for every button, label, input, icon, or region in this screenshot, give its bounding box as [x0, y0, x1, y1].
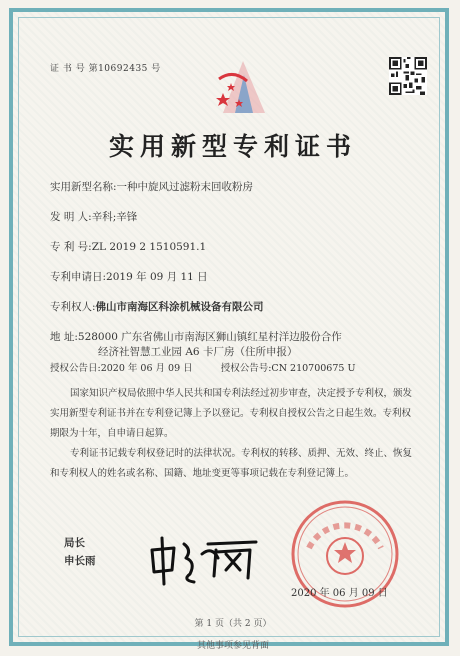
- field-label: 地 址:: [50, 331, 78, 343]
- page-info: 第 1 页（共 2 页）: [194, 619, 272, 629]
- director-name: 申长雨: [64, 555, 96, 567]
- field-label: 专 利 号:: [50, 241, 92, 253]
- field-address: [50, 329, 342, 344]
- director-signature: [146, 536, 266, 586]
- field-value: 一种中旋风过滤粉末回收粉房: [116, 181, 254, 193]
- legal-status-statement: [50, 444, 420, 484]
- field-patent-number: [50, 239, 206, 254]
- qr-code-icon: [389, 57, 427, 95]
- field-value: 佛山市南海区科涂机械设备有限公司: [95, 301, 264, 313]
- announce-date-label: 授权公告日:: [50, 363, 101, 374]
- seal-date: 2020 年 06 月 09 日: [291, 588, 388, 599]
- field-value: 辛科;辛锋: [91, 211, 138, 223]
- announce-number-label: 授权公告号:: [220, 363, 272, 374]
- address-line-1: 528000 广东省佛山市南海区狮山镇红星村洋边股份合作: [77, 331, 342, 343]
- address-line-2: 经济社智慧工业园 A6 卡厂房（住所申报）: [98, 346, 298, 358]
- field-patentee: [50, 299, 264, 314]
- notice-text: 其他事项参见背面: [196, 641, 269, 651]
- director-title: 局长: [64, 537, 85, 549]
- legal-paragraph: 专利证书记载专利权登记时的法律状况。专利权的转移、质押、无效、终止、恢复和专利权人的姓名或名称、国籍、地址变更等事项记载在专利登记簿上。: [50, 448, 413, 479]
- certificate-title: 实用新型专利证书: [108, 132, 357, 161]
- field-label: 专利权人:: [50, 301, 96, 313]
- field-utility-model-name: [50, 179, 253, 194]
- grant-statement: [50, 384, 420, 444]
- field-inventor: [50, 209, 137, 224]
- field-label: 发 明 人:: [50, 211, 92, 223]
- announce-number-value: CN 210700675 U: [271, 363, 356, 374]
- field-application-date: [50, 269, 208, 284]
- patent-office-emblem-icon: [213, 55, 275, 117]
- field-announcement: [50, 360, 355, 374]
- certificate-frame: [9, 8, 449, 651]
- field-label: 实用新型名称:: [50, 181, 117, 193]
- field-label: 专利申请日:: [50, 271, 107, 283]
- certificate-number: 证 书 号 第10692435 号: [50, 64, 161, 74]
- field-value: 2019 年 09 月 11 日: [106, 271, 208, 283]
- announce-date-value: 2020 年 06 月 09 日: [100, 363, 193, 374]
- field-value: ZL 2019 2 1510591.1: [91, 241, 207, 253]
- grant-paragraph: 国家知识产权局依照中华人民共和国专利法经过初步审查，决定授予专利权，颁发实用新型专利证书并在专利登记簿上予以登记。专利权自授权公告之日起生效。专利权期限为十年，自申请日起算。: [50, 388, 413, 439]
